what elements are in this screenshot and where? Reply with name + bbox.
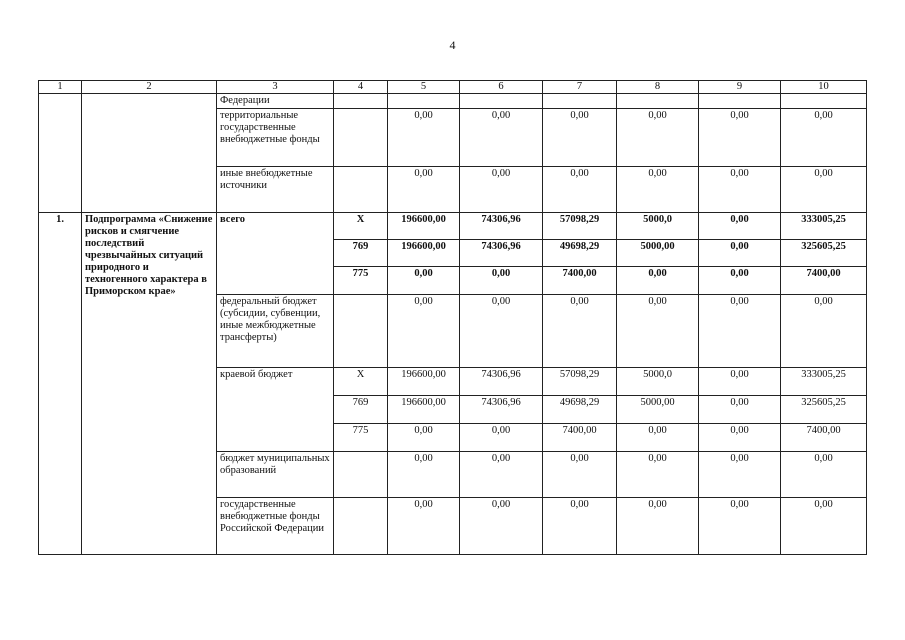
value-cell: 196600,00 bbox=[388, 213, 460, 240]
source-cell: федеральный бюджет (субсидии, субвенции, иные межбюджетные трансферты) bbox=[217, 295, 334, 368]
header-row bbox=[39, 81, 867, 94]
value-cell: 5000,00 bbox=[617, 396, 699, 424]
value-cell: 0,00 bbox=[460, 267, 543, 295]
value-cell: 196600,00 bbox=[388, 240, 460, 267]
value-cell: 0,00 bbox=[781, 109, 867, 167]
value-cell: 0,00 bbox=[460, 167, 543, 213]
value-cell: 0,00 bbox=[781, 167, 867, 213]
value-cell bbox=[460, 94, 543, 109]
value-cell: 49698,29 bbox=[543, 396, 617, 424]
value-cell: 0,00 bbox=[388, 109, 460, 167]
header-cell: 6 bbox=[460, 81, 543, 94]
source-cell: краевой бюджет bbox=[217, 368, 334, 452]
value-cell: 0,00 bbox=[699, 368, 781, 396]
header-cell: 10 bbox=[781, 81, 867, 94]
value-cell bbox=[617, 94, 699, 109]
value-cell: 0,00 bbox=[617, 498, 699, 555]
code-cell: 775 bbox=[334, 424, 388, 452]
cell-empty bbox=[82, 94, 217, 213]
value-cell bbox=[543, 94, 617, 109]
value-cell: 333005,25 bbox=[781, 213, 867, 240]
value-cell: 0,00 bbox=[460, 452, 543, 498]
table-row bbox=[39, 94, 867, 109]
value-cell: 5000,0 bbox=[617, 368, 699, 396]
value-cell: 7400,00 bbox=[781, 424, 867, 452]
source-cell: территориальные государственные внебюджетные фонды bbox=[217, 109, 334, 167]
value-cell: 0,00 bbox=[388, 167, 460, 213]
code-cell bbox=[334, 498, 388, 555]
code-cell: 769 bbox=[334, 240, 388, 267]
value-cell: 325605,25 bbox=[781, 240, 867, 267]
value-cell: 196600,00 bbox=[388, 368, 460, 396]
code-cell bbox=[334, 167, 388, 213]
value-cell: 0,00 bbox=[617, 295, 699, 368]
value-cell: 0,00 bbox=[388, 267, 460, 295]
value-cell: 74306,96 bbox=[460, 213, 543, 240]
value-cell: 5000,00 bbox=[617, 240, 699, 267]
value-cell: 0,00 bbox=[781, 295, 867, 368]
source-cell: всего bbox=[217, 213, 334, 295]
value-cell: 0,00 bbox=[388, 498, 460, 555]
header-cell: 5 bbox=[388, 81, 460, 94]
value-cell: 0,00 bbox=[699, 109, 781, 167]
value-cell: 0,00 bbox=[699, 424, 781, 452]
value-cell: 0,00 bbox=[543, 109, 617, 167]
value-cell: 0,00 bbox=[617, 109, 699, 167]
code-cell bbox=[334, 94, 388, 109]
value-cell: 0,00 bbox=[699, 452, 781, 498]
row-index: 1. bbox=[39, 213, 82, 555]
value-cell: 0,00 bbox=[617, 452, 699, 498]
code-cell bbox=[334, 452, 388, 498]
value-cell bbox=[388, 94, 460, 109]
value-cell: 0,00 bbox=[388, 452, 460, 498]
header-cell: 9 bbox=[699, 81, 781, 94]
header-cell: 3 bbox=[217, 81, 334, 94]
code-cell bbox=[334, 109, 388, 167]
header-cell: 2 bbox=[82, 81, 217, 94]
value-cell: 0,00 bbox=[543, 452, 617, 498]
value-cell: 0,00 bbox=[617, 167, 699, 213]
value-cell: 0,00 bbox=[699, 167, 781, 213]
value-cell: 49698,29 bbox=[543, 240, 617, 267]
table-row bbox=[39, 213, 867, 240]
value-cell: 0,00 bbox=[699, 498, 781, 555]
value-cell: 7400,00 bbox=[781, 267, 867, 295]
value-cell: 0,00 bbox=[388, 295, 460, 368]
code-cell: X bbox=[334, 368, 388, 396]
value-cell: 0,00 bbox=[460, 295, 543, 368]
header-cell: 7 bbox=[543, 81, 617, 94]
value-cell: 7400,00 bbox=[543, 424, 617, 452]
value-cell: 74306,96 bbox=[460, 240, 543, 267]
source-cell: бюджет муниципальных образований bbox=[217, 452, 334, 498]
value-cell: 0,00 bbox=[543, 295, 617, 368]
value-cell: 0,00 bbox=[699, 396, 781, 424]
page-number: 4 bbox=[449, 38, 456, 52]
value-cell: 0,00 bbox=[460, 109, 543, 167]
subprogram-title: Подпрограмма «Снижение рисков и смягчение последствий чрезвычайных ситуаций природного и техногенного характера в Приморском крае» bbox=[82, 213, 217, 555]
value-cell: 0,00 bbox=[699, 240, 781, 267]
value-cell: 0,00 bbox=[781, 498, 867, 555]
source-cell: Федерации bbox=[217, 94, 334, 109]
header-cell: 8 bbox=[617, 81, 699, 94]
value-cell: 0,00 bbox=[699, 267, 781, 295]
header-cell: 4 bbox=[334, 81, 388, 94]
header-cell: 1 bbox=[39, 81, 82, 94]
value-cell: 0,00 bbox=[617, 424, 699, 452]
code-cell bbox=[334, 295, 388, 368]
value-cell: 196600,00 bbox=[388, 396, 460, 424]
value-cell: 325605,25 bbox=[781, 396, 867, 424]
value-cell: 74306,96 bbox=[460, 368, 543, 396]
value-cell: 57098,29 bbox=[543, 213, 617, 240]
value-cell: 0,00 bbox=[699, 213, 781, 240]
value-cell: 333005,25 bbox=[781, 368, 867, 396]
code-cell: 769 bbox=[334, 396, 388, 424]
source-cell: иные внебюджетные источники bbox=[217, 167, 334, 213]
value-cell: 7400,00 bbox=[543, 267, 617, 295]
value-cell: 5000,0 bbox=[617, 213, 699, 240]
code-cell: 775 bbox=[334, 267, 388, 295]
value-cell: 0,00 bbox=[460, 498, 543, 555]
value-cell: 0,00 bbox=[617, 267, 699, 295]
budget-table bbox=[38, 80, 867, 555]
cell-empty bbox=[39, 94, 82, 213]
value-cell: 57098,29 bbox=[543, 368, 617, 396]
value-cell bbox=[781, 94, 867, 109]
value-cell: 0,00 bbox=[699, 295, 781, 368]
value-cell: 0,00 bbox=[460, 424, 543, 452]
value-cell: 0,00 bbox=[543, 498, 617, 555]
value-cell bbox=[699, 94, 781, 109]
value-cell: 0,00 bbox=[543, 167, 617, 213]
value-cell: 0,00 bbox=[781, 452, 867, 498]
value-cell: 74306,96 bbox=[460, 396, 543, 424]
source-cell: государственные внебюджетные фонды Российской Федерации bbox=[217, 498, 334, 555]
code-cell: X bbox=[334, 213, 388, 240]
value-cell: 0,00 bbox=[388, 424, 460, 452]
